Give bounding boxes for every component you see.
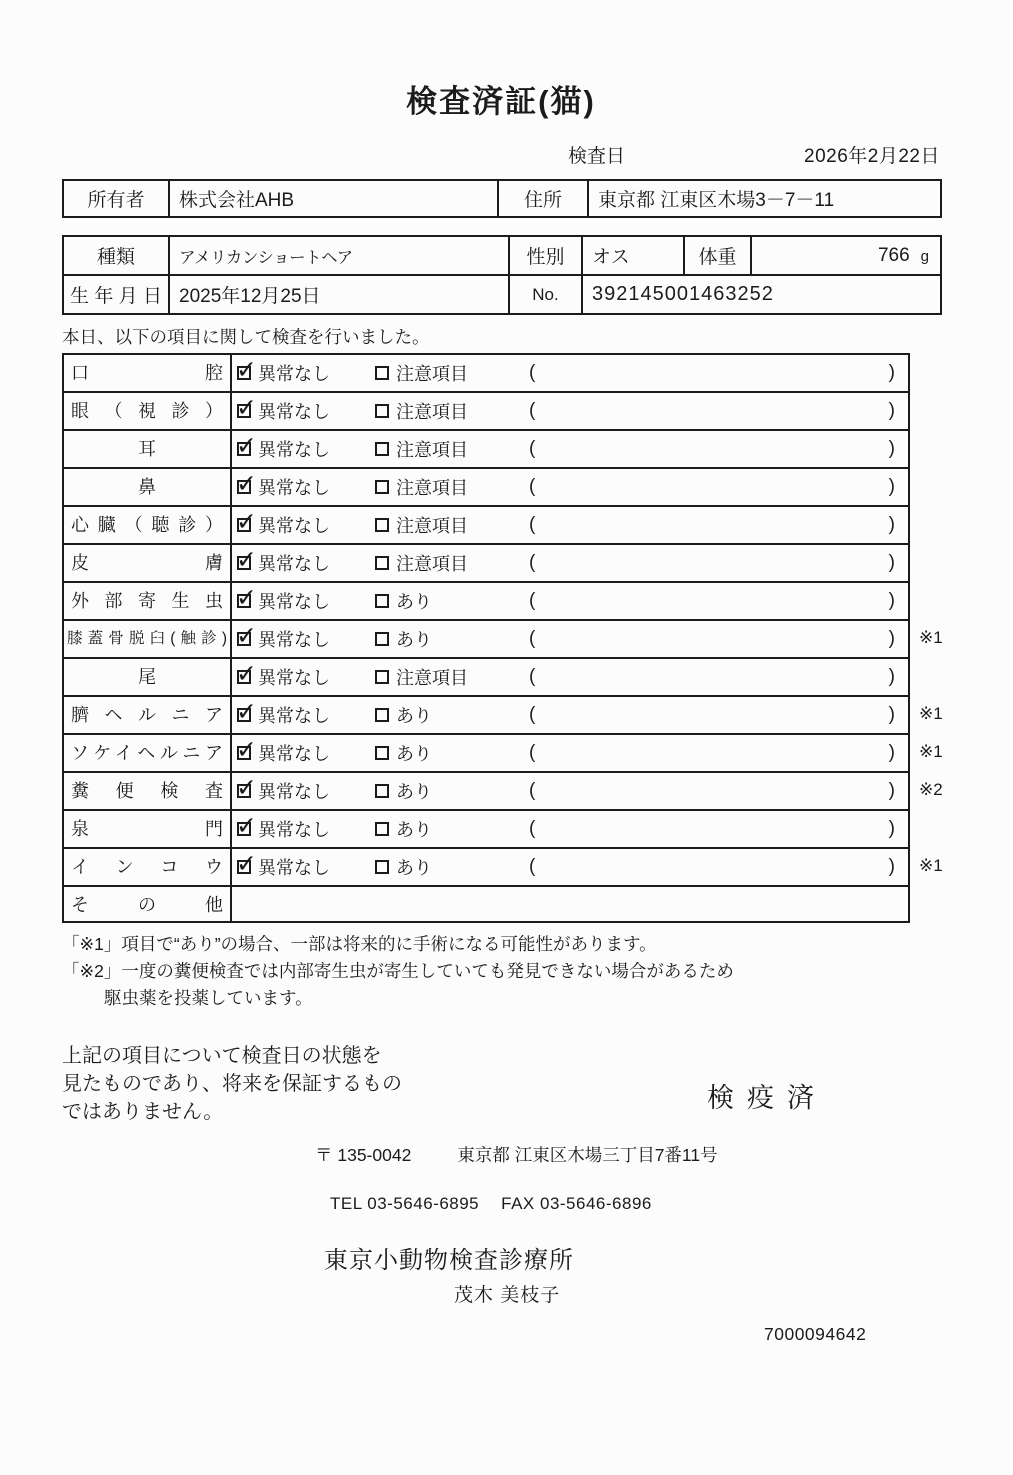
quarantine-stamp: 検疫済	[707, 1083, 827, 1113]
footnote-2-line1: 「※2」一度の糞便検査では内部寄生虫が寄生していても発見できない場合があるため	[62, 961, 734, 981]
clinic-fax: FAX 03-5646-6896	[501, 1194, 652, 1213]
paren-open: (	[529, 856, 536, 877]
address-label: 住所	[498, 180, 588, 217]
checkbox-checked-icon	[237, 860, 251, 874]
checklist-item-label: 耳	[62, 429, 232, 467]
checkbox-checked-icon	[237, 784, 251, 798]
paren-close: )	[888, 780, 895, 801]
disclaimer-line3: ではありません。	[62, 1101, 224, 1123]
checkbox-checked-icon	[237, 670, 251, 684]
checkbox-checked-icon	[237, 822, 251, 836]
checklist-note-marker	[910, 543, 974, 581]
option-normal-label: 異常なし	[258, 630, 330, 650]
checkbox-unchecked-icon	[375, 670, 389, 684]
paren-close: )	[888, 818, 895, 839]
address-value: 東京都 江東区木場3－7－11	[588, 180, 941, 217]
checklist-row-content	[232, 581, 910, 619]
option-normal	[237, 740, 369, 766]
option-flag-label: 注意項目	[396, 478, 468, 498]
option-flag	[375, 436, 505, 462]
number-value: 392145001463252	[582, 275, 941, 314]
paren-open: (	[529, 438, 536, 459]
paren-close: )	[888, 552, 895, 573]
checklist-note-marker	[910, 429, 974, 467]
option-normal	[237, 816, 369, 842]
checklist-row-content	[232, 885, 910, 923]
checkbox-unchecked-icon	[375, 860, 389, 874]
breed-value: アメリカンショートヘア	[169, 236, 509, 275]
paren-close: )	[888, 476, 895, 497]
checkbox-unchecked-icon	[375, 784, 389, 798]
checklist-note-marker	[910, 391, 974, 429]
clinic-address: 東京都 江東区木場三丁目7番11号	[457, 1145, 718, 1165]
inspection-date-value: 2026年2月22日	[804, 146, 940, 167]
paren-close: )	[888, 400, 895, 421]
option-flag	[375, 740, 505, 766]
option-normal	[237, 550, 369, 576]
clinic-phone-row	[62, 1194, 940, 1214]
checklist-item-label: イ ン コ ウ	[62, 847, 232, 885]
option-normal-label: 異常なし	[258, 440, 330, 460]
option-flag-label: 注意項目	[396, 364, 468, 384]
checklist-note-marker	[910, 885, 974, 923]
paren-close: )	[888, 362, 895, 383]
option-normal	[237, 360, 369, 386]
page-title: 検査済証(猫)	[406, 84, 596, 119]
owner-table	[62, 179, 942, 218]
checklist-note-marker: ※1	[919, 856, 943, 875]
paren-close: )	[888, 742, 895, 763]
number-label: No.	[509, 275, 582, 314]
clinic-name: 東京小動物検査診療所	[324, 1247, 574, 1274]
clinic-address-row	[62, 1142, 940, 1167]
option-normal	[237, 398, 369, 424]
checkbox-checked-icon	[237, 404, 251, 418]
option-normal-label: 異常なし	[258, 820, 330, 840]
checkbox-unchecked-icon	[375, 442, 389, 456]
checkbox-checked-icon	[237, 518, 251, 532]
checklist-note-marker: ※2	[919, 780, 943, 799]
option-flag-label: 注意項目	[396, 402, 468, 422]
option-normal-label: 異常なし	[258, 782, 330, 802]
checklist-item-label: 心 臓 （ 聴 診 ）	[62, 505, 232, 543]
checklist-note-marker: ※1	[919, 704, 943, 723]
pet-table	[62, 235, 942, 315]
checklist-item-label: 外 部 寄 生 虫	[62, 581, 232, 619]
paren-close: )	[888, 666, 895, 687]
option-normal	[237, 702, 369, 728]
option-flag-label: 注意項目	[396, 668, 468, 688]
paren-open: (	[529, 552, 536, 573]
checklist-note-marker	[910, 657, 974, 695]
checklist-note-marker	[910, 809, 974, 847]
paren-close: )	[888, 590, 895, 611]
pet-row-2	[63, 275, 941, 314]
checklist-row-content	[232, 467, 910, 505]
checkbox-checked-icon	[237, 442, 251, 456]
clinic-postal-code: 〒 135-0042	[315, 1145, 412, 1165]
footnote-2-line2: 駆虫薬を投薬しています。	[104, 988, 313, 1008]
inspection-date-label: 検査日	[568, 146, 626, 167]
owner-label: 所有者	[63, 180, 169, 217]
weight-value: 766	[877, 244, 910, 266]
footnotes	[62, 931, 940, 1012]
option-flag-label: あり	[396, 706, 432, 726]
checklist-note-marker: ※1	[919, 742, 943, 761]
weight-cell	[751, 236, 941, 275]
checkbox-unchecked-icon	[375, 556, 389, 570]
disclaimer	[62, 1042, 940, 1126]
option-flag-label: あり	[396, 820, 432, 840]
clinic-tel: TEL 03-5646-6895	[330, 1194, 480, 1213]
breed-label: 種類	[63, 236, 169, 275]
option-flag	[375, 474, 505, 500]
paren-close: )	[888, 628, 895, 649]
checkbox-unchecked-icon	[375, 480, 389, 494]
option-normal	[237, 436, 369, 462]
paren-open: (	[529, 514, 536, 535]
checklist-item-label: そ の 他	[62, 885, 232, 923]
checkbox-checked-icon	[237, 594, 251, 608]
option-flag-label: あり	[396, 592, 432, 612]
option-normal-label: 異常なし	[258, 858, 330, 878]
checklist-item-label: 口 腔	[62, 353, 232, 391]
option-normal-label: 異常なし	[258, 668, 330, 688]
option-normal	[237, 778, 369, 804]
sex-value: オス	[582, 236, 684, 275]
option-normal-label: 異常なし	[258, 364, 330, 384]
checklist-row-content	[232, 809, 910, 847]
checklist-item-label: 尾	[62, 657, 232, 695]
checklist-row-content	[232, 771, 910, 809]
option-flag-label: 注意項目	[396, 516, 468, 536]
checkbox-checked-icon	[237, 366, 251, 380]
option-normal-label: 異常なし	[258, 744, 330, 764]
checklist-row-content	[232, 429, 910, 467]
checklist-note-marker	[910, 581, 974, 619]
weight-label: 体重	[684, 236, 751, 275]
disclaimer-line2: 見たものであり、将来を保証するもの	[62, 1073, 402, 1095]
inspection-date-row	[62, 141, 940, 168]
option-flag-label: あり	[396, 782, 432, 802]
checkbox-unchecked-icon	[375, 822, 389, 836]
option-flag	[375, 664, 505, 690]
option-flag-label: あり	[396, 858, 432, 878]
option-normal	[237, 664, 369, 690]
paren-open: (	[529, 666, 536, 687]
option-normal-label: 異常なし	[258, 402, 330, 422]
weight-unit: g	[920, 247, 929, 265]
birthdate-value: 2025年12月25日	[169, 275, 509, 314]
checkbox-unchecked-icon	[375, 746, 389, 760]
checkbox-checked-icon	[237, 708, 251, 722]
checklist-item-label: 鼻	[62, 467, 232, 505]
disclaimer-line1: 上記の項目について検査日の状態を	[62, 1045, 382, 1067]
checklist-note-marker	[910, 467, 974, 505]
checklist-item-label: 臍 ヘ ル ニ ア	[62, 695, 232, 733]
paren-open: (	[529, 362, 536, 383]
checklist-row-content	[232, 543, 910, 581]
checkbox-checked-icon	[237, 632, 251, 646]
intro-text: 本日、以下の項目に関して検査を行いました。	[62, 327, 430, 347]
checklist-row-content	[232, 847, 910, 885]
paren-open: (	[529, 400, 536, 421]
option-normal-label: 異常なし	[258, 516, 330, 536]
checklist-table	[62, 353, 943, 923]
checklist-item-label: 膝蓋骨脱臼(触診)	[62, 619, 232, 657]
option-flag	[375, 626, 505, 652]
option-normal-label: 異常なし	[258, 592, 330, 612]
checkbox-checked-icon	[237, 556, 251, 570]
paren-open: (	[529, 476, 536, 497]
option-flag	[375, 360, 505, 386]
option-normal	[237, 626, 369, 652]
checkbox-unchecked-icon	[375, 404, 389, 418]
checklist-row-content	[232, 733, 910, 771]
paren-open: (	[529, 590, 536, 611]
option-normal	[237, 854, 369, 880]
owner-name: 株式会社AHB	[169, 180, 498, 217]
sex-label: 性別	[509, 236, 582, 275]
examiner-name: 茂木 美枝子	[454, 1285, 561, 1306]
paren-close: )	[888, 856, 895, 877]
paren-open: (	[529, 704, 536, 725]
checkbox-checked-icon	[237, 480, 251, 494]
option-flag	[375, 398, 505, 424]
checklist-note-marker	[910, 505, 974, 543]
checkbox-unchecked-icon	[375, 366, 389, 380]
option-normal-label: 異常なし	[258, 478, 330, 498]
option-flag	[375, 816, 505, 842]
pet-row-1	[63, 236, 941, 275]
checkbox-unchecked-icon	[375, 632, 389, 646]
checklist-row-content	[232, 695, 910, 733]
option-normal	[237, 474, 369, 500]
checklist-row-content	[232, 619, 910, 657]
option-flag-label: 注意項目	[396, 440, 468, 460]
paren-close: )	[888, 514, 895, 535]
paren-open: (	[529, 628, 536, 649]
option-normal-label: 異常なし	[258, 554, 330, 574]
checkbox-unchecked-icon	[375, 518, 389, 532]
owner-row	[63, 180, 941, 217]
checklist-item-label: 糞 便 検 査	[62, 771, 232, 809]
checklist-row-content	[232, 391, 910, 429]
option-flag-label: 注意項目	[396, 554, 468, 574]
birthdate-label: 生年月日	[63, 275, 169, 314]
option-flag	[375, 854, 505, 880]
option-flag	[375, 588, 505, 614]
checklist-item-label: 眼 （ 視 診 ）	[62, 391, 232, 429]
option-normal	[237, 512, 369, 538]
serial-number: 7000094642	[764, 1324, 867, 1344]
option-normal-label: 異常なし	[258, 706, 330, 726]
checkbox-unchecked-icon	[375, 594, 389, 608]
paren-close: )	[888, 704, 895, 725]
checklist-item-label: ソケイヘルニア	[62, 733, 232, 771]
checklist-row-content	[232, 657, 910, 695]
paren-open: (	[529, 742, 536, 763]
checklist-note-marker: ※1	[919, 628, 943, 647]
option-normal	[237, 588, 369, 614]
option-flag	[375, 550, 505, 576]
footnote-1: 「※1」項目で“あり”の場合、一部は将来的に手術になる可能性があります。	[62, 934, 657, 954]
checklist-row-content	[232, 505, 910, 543]
option-flag-label: あり	[396, 744, 432, 764]
option-flag	[375, 702, 505, 728]
checklist-row-content	[232, 353, 910, 391]
checklist-note-marker	[910, 353, 974, 391]
paren-open: (	[529, 818, 536, 839]
option-flag	[375, 778, 505, 804]
checkbox-unchecked-icon	[375, 708, 389, 722]
checklist-item-label: 皮 膚	[62, 543, 232, 581]
paren-open: (	[529, 780, 536, 801]
option-flag-label: あり	[396, 630, 432, 650]
checkbox-checked-icon	[237, 746, 251, 760]
checklist-item-label: 泉 門	[62, 809, 232, 847]
paren-close: )	[888, 438, 895, 459]
option-flag	[375, 512, 505, 538]
